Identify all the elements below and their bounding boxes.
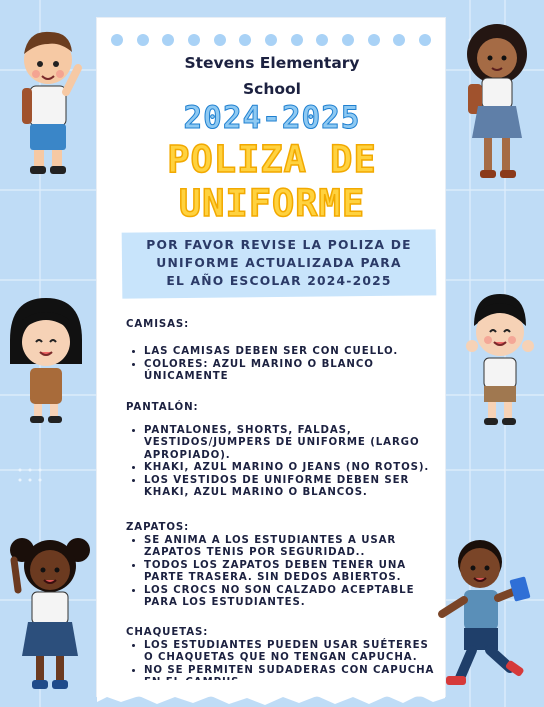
section-zapatos bbox=[126, 521, 438, 610]
list-item: • PANTALONES, SHORTS, FALDAS, VESTIDOS/JUMPERS DE UNIFORME (LARGO APROPIADO). bbox=[144, 425, 438, 463]
section-pantalon bbox=[126, 401, 438, 500]
list-item: • LOS VESTIDOS DE UNIFORME DEBEN SER KHAKI, AZUL MARINO O BLANCOS. bbox=[144, 475, 438, 500]
girl-backpack-icon bbox=[458, 14, 536, 186]
section-heading: CAMISAS: bbox=[126, 319, 190, 330]
page-title: POLIZA DE UNIFORME bbox=[167, 138, 377, 225]
girl-bob-icon bbox=[4, 290, 88, 430]
list-item: • NO SE PERMITEN SUDADERAS CON CAPUCHA bbox=[144, 665, 438, 690]
list-item: • KHAKI, AZUL MARINO O JEANS (NO ROTOS). bbox=[144, 462, 438, 475]
notebook-holes bbox=[97, 34, 445, 46]
boy-waving-icon bbox=[8, 20, 88, 180]
policy-content bbox=[126, 318, 438, 690]
list-item: • LOS CROCS NO SON CALZADO ACEPTABLE PARA LOS ESTUDIANTES. bbox=[144, 585, 438, 610]
list-item: • SE ANIMA A LOS ESTUDIANTES A USAR ZAPATOS TENIS POR SEGURIDAD.. bbox=[144, 535, 438, 560]
boy-hands-up-icon bbox=[460, 286, 540, 430]
section-heading: ZAPATOS: bbox=[126, 521, 190, 533]
list-item: • LAS CAMISAS DEBEN SER CON CUELLO. bbox=[144, 346, 438, 359]
section-heading: PANTALÓN: bbox=[126, 401, 199, 413]
section-camisas bbox=[126, 318, 438, 384]
girl-pigtails-icon bbox=[8, 520, 92, 700]
school-year: 2024-2025 bbox=[183, 100, 361, 136]
boy-running-book-icon bbox=[432, 528, 536, 700]
banner-text: POR FAVOR REVISE LA POLIZA DE UNIFORME ACTUALIZADA PARA EL AÑO ESCOLAR 2024-2025 bbox=[146, 238, 412, 288]
list-item: • LOS ESTUDIANTES PUEDEN USAR SUÉTERES O CHAQUETAS QUE NO TENGAN CAPUCHA. bbox=[144, 640, 438, 665]
torn-paper-edge bbox=[97, 680, 445, 707]
section-heading: CHAQUETAS: bbox=[126, 626, 209, 638]
list-item: • TODOS LOS ZAPATOS DEBEN TENER UNA PARTE TRASERA. SIN DEDOS ABIERTOS. bbox=[144, 560, 438, 585]
school-name: Stevens Elementary School bbox=[184, 54, 360, 98]
list-item: • COLORES: AZUL MARINO O BLANCO ÚNICAMENTE bbox=[144, 359, 438, 384]
